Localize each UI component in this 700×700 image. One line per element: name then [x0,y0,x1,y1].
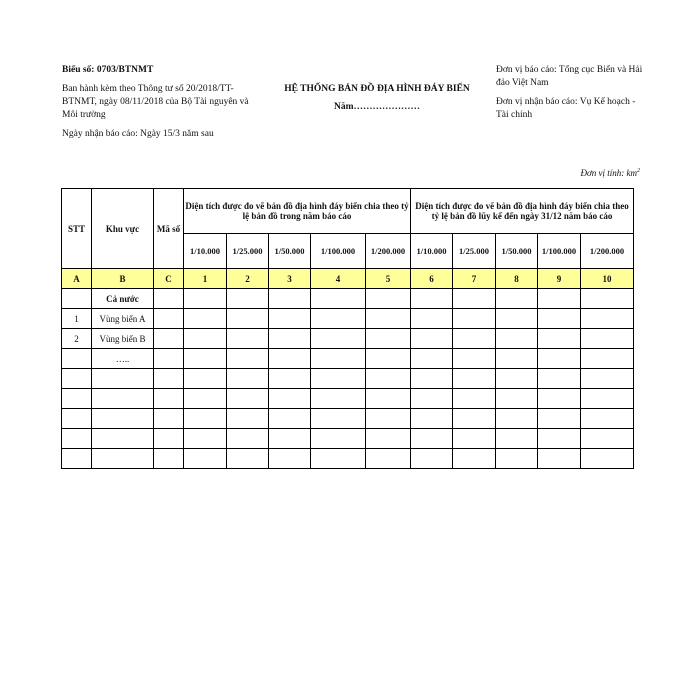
row-area: Vùng biển A [92,309,154,329]
table-cell [154,409,184,429]
scale-header-8: 1/50.000 [496,234,538,269]
table-row [62,349,634,369]
receiving-unit: Đơn vị nhận báo cáo: Vụ Kế hoạch - Tài chính [496,97,636,120]
table-cell [227,369,269,389]
table-row [62,449,634,469]
table-cell [581,349,634,369]
table-cell [538,449,581,469]
table-cell [496,389,538,409]
table-cell [411,449,453,469]
table-cell [269,409,311,429]
header-row-groups [62,189,634,234]
table-cell [311,309,366,329]
scale-header-9: 1/100.000 [538,234,581,269]
column-letter-3: C [154,269,184,289]
table-cell [581,309,634,329]
table-cell [269,449,311,469]
table-cell [366,309,411,329]
table-row [62,309,634,329]
table-cell [411,289,453,309]
scale-header-4: 1/100.000 [311,234,366,269]
table-cell [496,369,538,389]
unit-label: Đơn vị tính: km [580,168,637,178]
table-cell [538,309,581,329]
table-cell [227,309,269,329]
table-cell [154,389,184,409]
report-year-line: Năm………………… [333,102,421,112]
receive-date: Ngày nhận báo cáo: Ngày 15/3 năm sau [62,129,214,139]
table-cell [538,409,581,429]
report-title: HỆ THỐNG BẢN ĐỒ ĐỊA HÌNH ĐÁY BIỂN [284,84,470,94]
table-cell [453,429,496,449]
scale-header-5: 1/200.000 [366,234,411,269]
table-cell [184,369,227,389]
table-row [62,409,634,429]
table-cell [311,449,366,469]
table-cell [581,369,634,389]
column-letter-1: A [62,269,92,289]
table-cell [411,349,453,369]
row-area [92,429,154,449]
table-cell [154,289,184,309]
table-cell [581,389,634,409]
table-row [62,429,634,449]
table-cell [311,329,366,349]
table-cell [154,309,184,329]
table-cell [154,329,184,349]
table-row [62,389,634,409]
table-cell [411,329,453,349]
table-cell [496,449,538,469]
table-cell [269,429,311,449]
table-cell [269,349,311,369]
table-cell [581,409,634,429]
table-cell [496,309,538,329]
column-letter-4: 1 [184,269,227,289]
col-code-header: Mã số [154,189,184,269]
table-cell [184,329,227,349]
table-cell [184,449,227,469]
table-cell [227,389,269,409]
table-cell [411,369,453,389]
report-table [61,188,634,469]
table-cell [581,429,634,449]
header-center [262,84,492,112]
reporting-unit: Đơn vị báo cáo: Tổng cục Biển và Hải đảo Việt Nam [496,65,643,88]
table-cell [269,309,311,329]
table-cell [269,329,311,349]
col-stt-header: STT [62,189,92,269]
table-cell [311,429,366,449]
table-cell [538,349,581,369]
row-area [92,389,154,409]
column-letter-9: 6 [411,269,453,289]
row-stt [62,429,92,449]
table-row [62,329,634,349]
table-cell [184,429,227,449]
column-letter-2: B [92,269,154,289]
row-stt [62,289,92,309]
table-cell [366,429,411,449]
table-cell [154,369,184,389]
row-stt: 1 [62,309,92,329]
table-cell [538,289,581,309]
column-letter-7: 4 [311,269,366,289]
row-stt [62,349,92,369]
table-body [62,269,634,469]
table-cell [154,429,184,449]
table-cell [227,449,269,469]
column-letter-8: 5 [366,269,411,289]
table-cell [227,409,269,429]
table-cell [366,329,411,349]
table-cell [453,409,496,429]
table-cell [453,289,496,309]
table-cell [538,369,581,389]
table-cell [154,349,184,369]
row-stt: 2 [62,329,92,349]
group-cumulative-header: Diện tích được đo vẽ bản đồ địa hình đáy biển chia theo tỷ lệ bản đồ lũy kế đến ngày 31/12 năm báo cáo [411,189,634,234]
table-cell [411,429,453,449]
row-area [92,449,154,469]
table-cell [453,329,496,349]
table-cell [366,369,411,389]
table-row [62,289,634,309]
table-cell [269,289,311,309]
table-cell [184,349,227,369]
scale-header-7: 1/25.000 [453,234,496,269]
table-cell [453,309,496,329]
table-cell [269,369,311,389]
table-cell [496,289,538,309]
table-cell [311,289,366,309]
table-cell [581,329,634,349]
table-cell [496,409,538,429]
table-cell [496,329,538,349]
table-cell [366,449,411,469]
scale-header-1: 1/10.000 [184,234,227,269]
scale-header-3: 1/50.000 [269,234,311,269]
column-letter-11: 8 [496,269,538,289]
group-current-year-header: Diện tích được đo vẽ bản đồ địa hình đáy biển chia theo tỷ lệ bản đồ trong năm báo cáo [184,189,411,234]
table-cell [366,409,411,429]
table-cell [581,449,634,469]
table-cell [538,329,581,349]
row-stt [62,389,92,409]
table-cell [496,349,538,369]
table-cell [154,449,184,469]
header-left [62,64,262,141]
table-cell [227,429,269,449]
table-cell [366,389,411,409]
table-cell [227,329,269,349]
table-cell [453,349,496,369]
column-letter-13: 10 [581,269,634,289]
column-letter-10: 7 [453,269,496,289]
issued-with-note: Ban hành kèm theo Thông tư số 20/2018/TT-BTNMT, ngày 08/11/2018 của Bộ Tài nguyên và Môi trường [62,84,249,120]
table-cell [184,309,227,329]
column-letter-row [62,269,634,289]
table-cell [184,289,227,309]
scale-header-10: 1/200.000 [581,234,634,269]
table-cell [311,409,366,429]
column-letter-5: 2 [227,269,269,289]
row-area: ….. [92,349,154,369]
table-cell [453,449,496,469]
table-cell [311,369,366,389]
table-cell [311,349,366,369]
column-letter-6: 3 [269,269,311,289]
unit-superscript: 2 [637,168,640,174]
table-cell [184,389,227,409]
col-area-header: Khu vực [92,189,154,269]
table-cell [538,389,581,409]
unit-of-measure [580,168,640,178]
table-cell [366,289,411,309]
table-cell [411,409,453,429]
row-area: Vùng biển B [92,329,154,349]
table-cell [411,309,453,329]
row-area [92,409,154,429]
table-cell [411,389,453,409]
form-number: Biểu số: 0703/BTNMT [62,65,154,75]
table-cell [184,409,227,429]
row-area [92,369,154,389]
table-cell [269,389,311,409]
table-cell [311,389,366,409]
table-cell [227,289,269,309]
table-cell [453,389,496,409]
table-cell [227,349,269,369]
row-stt [62,369,92,389]
scale-header-2: 1/25.000 [227,234,269,269]
row-stt [62,449,92,469]
table-row [62,369,634,389]
table-cell [496,429,538,449]
scale-header-6: 1/10.000 [411,234,453,269]
table-cell [453,369,496,389]
row-stt [62,409,92,429]
header-right [496,64,646,122]
row-area: Cả nước [92,289,154,309]
table-cell [366,349,411,369]
column-letter-12: 9 [538,269,581,289]
table-cell [581,289,634,309]
table-cell [538,429,581,449]
